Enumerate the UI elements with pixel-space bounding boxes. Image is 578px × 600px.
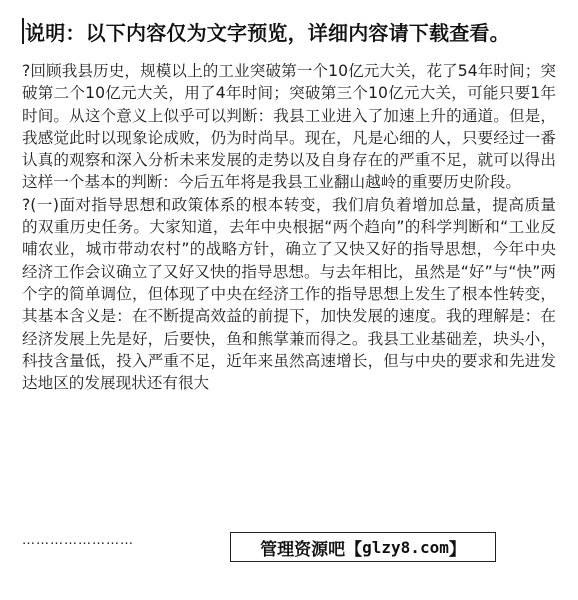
continuation-ellipsis: …………………… — [22, 533, 134, 548]
source-name: 管理资源吧 — [260, 539, 346, 560]
bracket-open: 【 — [345, 539, 363, 560]
source-watermark-link[interactable] — [230, 532, 496, 562]
source-url: glzy8.com — [362, 537, 449, 557]
text-cursor — [22, 18, 24, 44]
bracket-close: 】 — [448, 539, 466, 560]
preview-notice-text: 说明：以下内容仅为文字预览，详细内容请下载查看。 — [25, 20, 510, 45]
document-body — [22, 60, 556, 394]
preview-notice — [22, 14, 562, 48]
paragraph-history-review: ?回顾我县历史，规模以上的工业突破第一个10亿元大关，花了54年时间；突破第二个10亿元大关，用了4年时间；突破第三个10亿元大关，可能只要1年时间。从这个意义上似乎可以判断：我县工业进入了加速上升的通道。但是，我感觉此时以现象论成败，仍为时尚早。现在，凡是心细的人，只要经过一番认真的观察和深入分析未来发展的走势以及自身存在的严重不足，就可以得出这样一个基本的判断：今后五年将是我县工业翻山越岭的重要历史阶段。 — [22, 62, 556, 192]
paragraph-guiding-ideology: ?(一)面对指导思想和政策体系的根本转变，我们肩负着增加总量，提高质量的双重历史任务。大家知道，去年中央根据“两个趋向”的科学判断和“工业反哺农业，城市带动农村”的战略方针，确立了又快又好的指导思想，今年中央经济工作会议确立了又好又快的指导思想。与去年相比，虽然是“好”与“快”两个字的简单调位，但体现了中央在经济工作的指导思想上发生了根本性转变，其基本含义是：在不断提高效益的前提下，加快发展的速度。我的理解是：在经济发展上先是好，后要快，鱼和熊掌兼而得之。我县工业基础差，块头小，科技含量低，投入严重不足，近年来虽然高速增长，但与中央的要求和先进发达地区的发展现状还有很大 — [22, 195, 556, 393]
